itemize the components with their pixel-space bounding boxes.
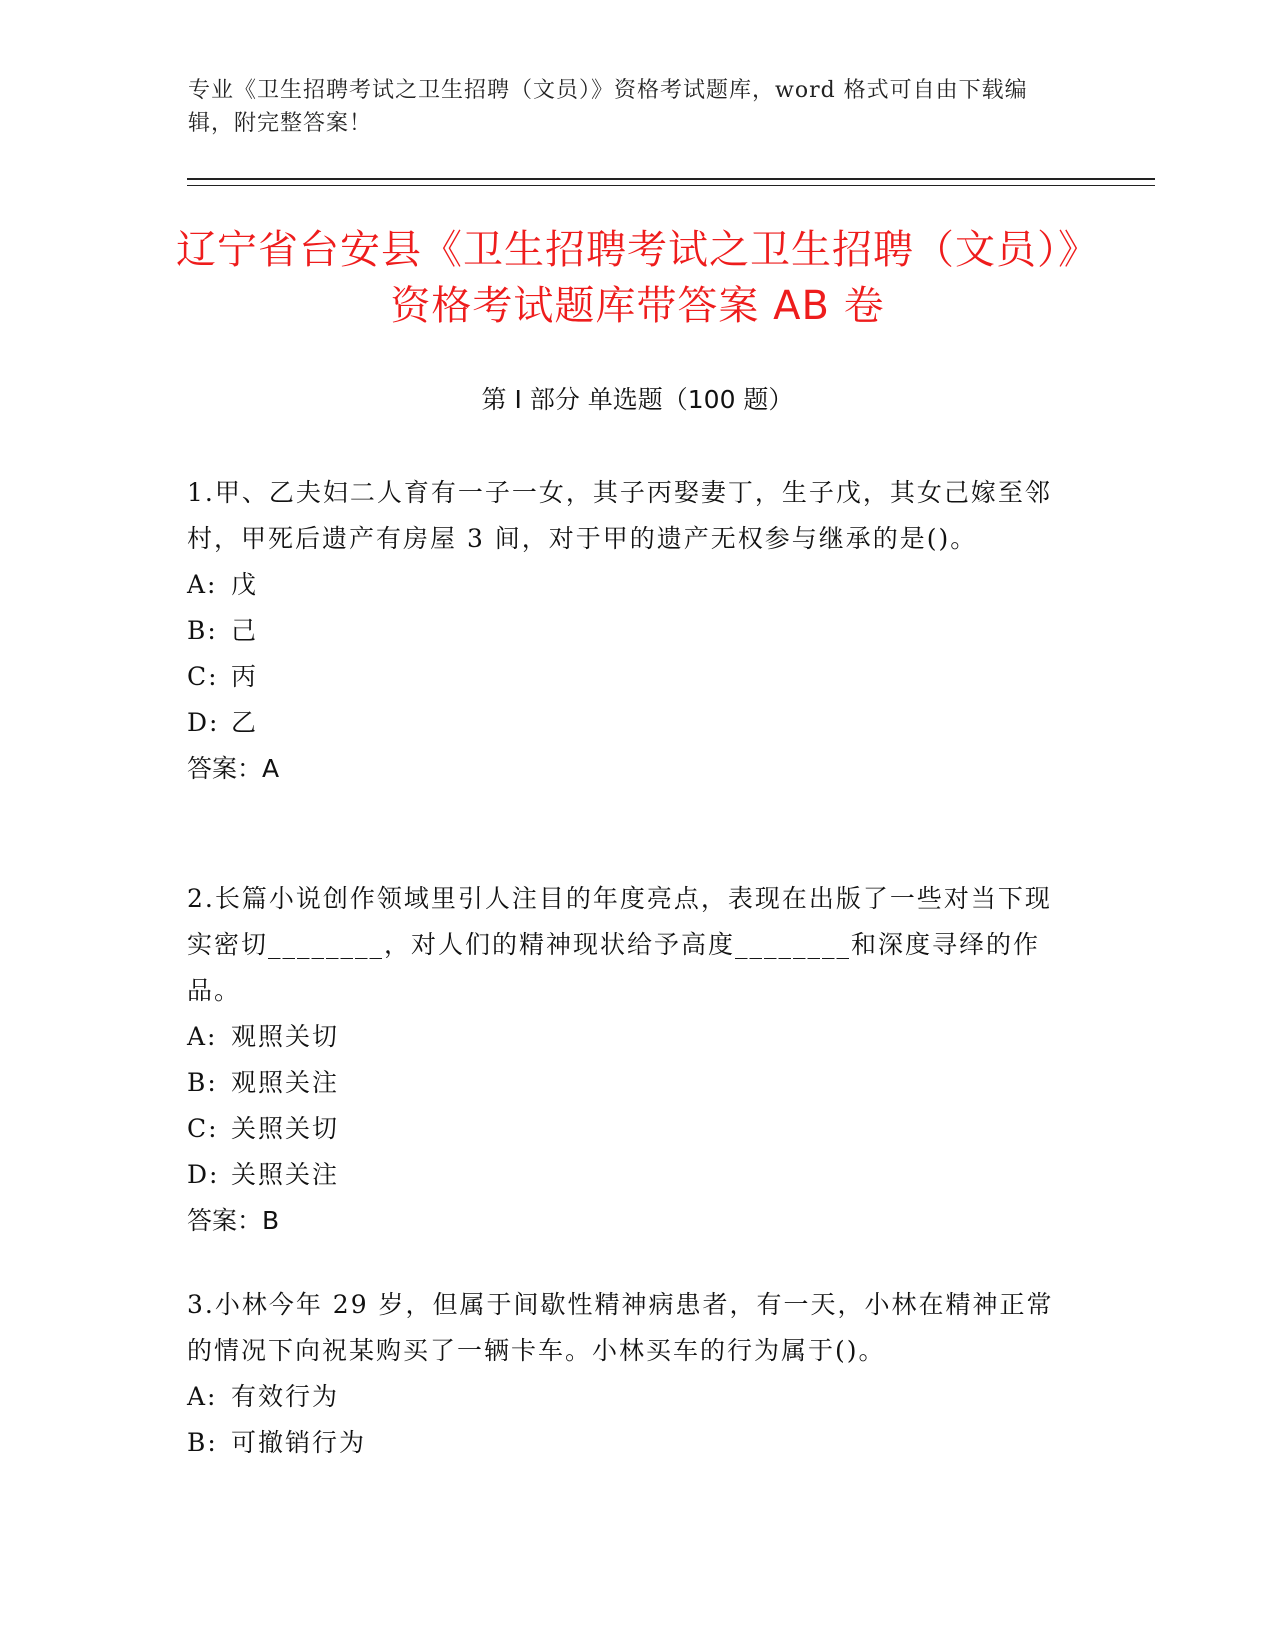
option-text: 丙: [231, 662, 259, 691]
question-stem: 3.小林今年 29 岁，但属于间歇性精神病患者，有一天，小林在精神正常的情况下向祝某购买了一辆卡车。小林买车的行为属于()。: [187, 1290, 1054, 1365]
option-c: [187, 654, 1067, 700]
header-divider-thin: [187, 185, 1155, 186]
option-b: [187, 1420, 1067, 1466]
answer-line: 答案：B: [187, 1206, 280, 1235]
option-text: 有效行为: [231, 1382, 340, 1411]
option-key: C:: [187, 662, 219, 691]
option-text: 关照关注: [231, 1160, 340, 1189]
option-d: [187, 700, 1067, 746]
header-note: 专业《卫生招聘考试之卫生招聘（文员）》资格考试题库，word 格式可自由下载编辑，附完整答案！: [188, 78, 1028, 136]
option-b: [187, 1060, 1067, 1106]
option-text: 观照关注: [231, 1068, 340, 1097]
question-1: [187, 470, 1067, 792]
option-key: D:: [187, 708, 220, 737]
option-text: 关照关切: [231, 1114, 340, 1143]
question-stem: 2.长篇小说创作领域里引人注目的年度亮点，表现在出版了一些对当下现实密切________，对人们的精神现状给予高度________和深度寻绎的作品。: [187, 884, 1052, 1005]
option-key: A:: [187, 1022, 218, 1051]
question-3: [187, 1282, 1067, 1466]
option-a: [187, 1374, 1067, 1420]
option-key: B:: [187, 616, 218, 645]
option-text: 乙: [231, 708, 259, 737]
option-key: A:: [187, 1382, 218, 1411]
answer-line: 答案：A: [187, 754, 280, 783]
option-b: [187, 608, 1067, 654]
option-text: 戊: [231, 570, 259, 599]
question-stem: 1.甲、乙夫妇二人育有一子一女，其子丙娶妻丁，生子戊，其女己嫁至邻村，甲死后遗产有房屋 3 间，对于甲的遗产无权参与继承的是()。: [187, 478, 1052, 553]
header-divider-thick: [187, 178, 1155, 180]
option-key: B:: [187, 1428, 218, 1457]
section-title: 第 I 部分 单选题（100 题）: [481, 385, 794, 414]
option-c: [187, 1106, 1067, 1152]
option-key: D:: [187, 1160, 220, 1189]
option-d: [187, 1152, 1067, 1198]
question-2: [187, 876, 1067, 1244]
document-title: 辽宁省台安县《卫生招聘考试之卫生招聘（文员）》资格考试题库带答案 AB 卷: [176, 227, 1099, 329]
option-text: 己: [231, 616, 259, 645]
option-a: [187, 562, 1067, 608]
option-text: 可撤销行为: [231, 1428, 367, 1457]
option-key: A:: [187, 570, 218, 599]
option-a: [187, 1014, 1067, 1060]
option-key: B:: [187, 1068, 218, 1097]
option-key: C:: [187, 1114, 219, 1143]
option-text: 观照关切: [231, 1022, 340, 1051]
